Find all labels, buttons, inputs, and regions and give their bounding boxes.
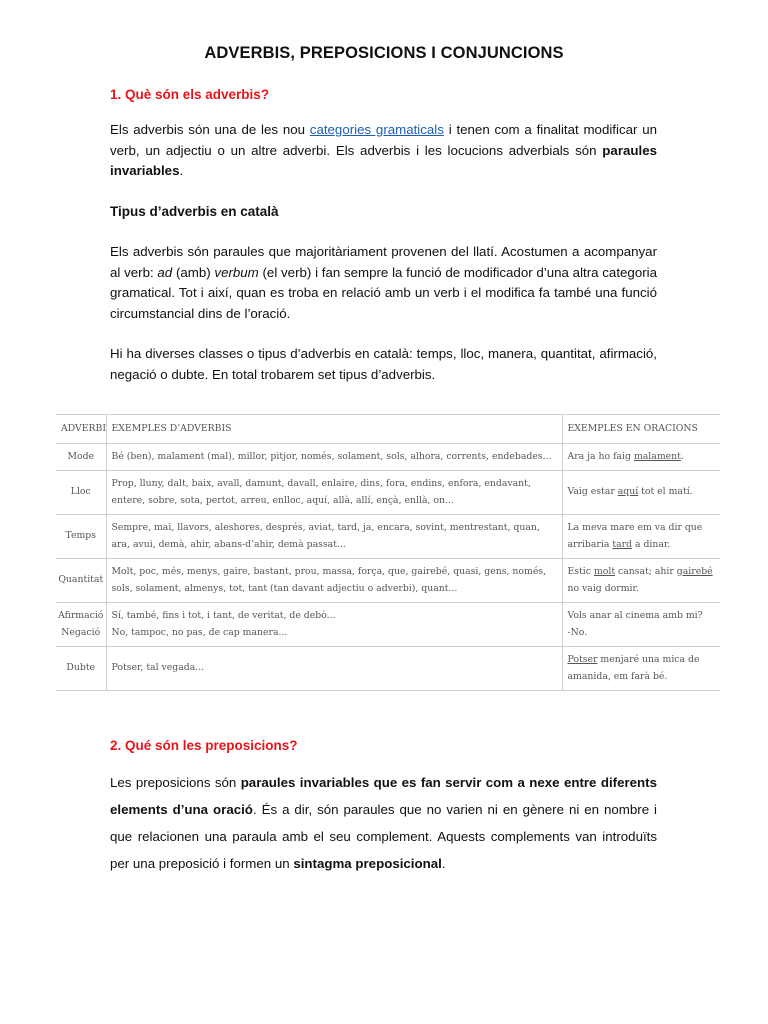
adverb-type: Dubte — [56, 646, 106, 690]
sentence-example: Vols anar al cinema amb mi? -No. — [562, 602, 720, 646]
table-row — [56, 602, 720, 646]
adverb-type: Quantitat — [56, 558, 106, 602]
categories-link[interactable]: categories gramaticals — [309, 122, 444, 137]
adverb-classes-paragraph: Hi ha diverses classes o tipus d’adverbis en català: temps, lloc, manera, quantitat, afirmació, negació o dubte. En total trobarem set tipus d’adverbis. — [110, 346, 657, 382]
section2-heading: 2. Qué són les preposicions? — [110, 738, 298, 753]
adverb-type: Afirmació Negació — [56, 602, 106, 646]
adverb-origin-paragraph: Els adverbis són paraules que majoritàriament provenen del llatí. Acostumen a acompanyar al verb: ad (amb) verbum (el verb) i fan sempre la funció de modificador d’una altra categoria gramatical. Tot i així, quan es troba en relació amb un verb i el modifica fa també una funció circumstancial dins de l’oració. — [110, 244, 657, 321]
adverb-examples: Sí, també, fins i tot, i tant, de veritat, de debò... No, tampoc, no pas, de cap manera... — [106, 602, 562, 646]
table-row — [56, 558, 720, 602]
sentence-example: Ara ja ho faig malament. — [562, 444, 720, 471]
document-title: ADVERBIS, PREPOSICIONS I CONJUNCIONS — [204, 44, 564, 62]
table-row — [56, 470, 720, 514]
sentence-example: La meva mare em va dir que arribaria tard a dinar. — [562, 514, 720, 558]
prepositions-paragraph: Les preposicions són paraules invariables que es fan servir com a nexe entre diferents elements d’una oració. És a dir, són paraules que no varien ni en gènere ni en nombre i que relacionen una paraula amb el seu complement. Aquests complements van introduïts per una preposició i formen un sintagma preposicional. — [110, 775, 657, 871]
table-row — [56, 514, 720, 558]
bold-invariables: paraules invariables — [110, 142, 657, 178]
adverb-types-subheading: Tipus d’adverbis en català — [110, 204, 279, 219]
header-adverbi: ADVERBI — [56, 415, 106, 444]
adverb-examples: Potser, tal vegada... — [106, 646, 562, 690]
table-row — [56, 444, 720, 471]
adverb-examples: Sempre, mai, llavors, aleshores, després, aviat, tard, ja, encara, sovint, mentrestant, quan, ara, avui, demà, ahir, abans-d’ahir, demà passat... — [106, 514, 562, 558]
adverb-examples: Bé (ben), malament (mal), millor, pitjor, només, solament, sols, alhora, corrents, endebades... — [106, 444, 562, 471]
header-exemples-oracions: EXEMPLES EN ORACIONS — [562, 415, 720, 444]
table-header-row — [56, 415, 720, 444]
sentence-example: Vaig estar aquí tot el matí. — [562, 470, 720, 514]
sentence-example: Estic molt cansat; ahir gairebé no vaig dormir. — [562, 558, 720, 602]
adverb-type: Mode — [56, 444, 106, 471]
adverbs-table — [56, 414, 720, 691]
section1-heading: 1. Què són els adverbis? — [110, 87, 270, 102]
section1-intro: Els adverbis són una de les nou categories gramaticals i tenen com a finalitat modificar un verb, un adjectiu o un altre adverbi. Els adverbis i les locucions adverbials són paraules invariables. — [110, 122, 657, 178]
adverb-type: Lloc — [56, 470, 106, 514]
adverb-examples: Molt, poc, més, menys, gaire, bastant, prou, massa, força, que, gairebé, quasi, gens, només, sols, solament, almenys, tot, tant (tan davant adjectiu o adverbi), quant... — [106, 558, 562, 602]
adverb-examples: Prop, lluny, dalt, baix, avall, damunt, davall, enlaire, dins, fora, endins, enfora, endavant, entere, sobre, sota, pertot, arreu, enlloc, aquí, allà, allí, ençà, enllà, on... — [106, 470, 562, 514]
table-row — [56, 646, 720, 690]
adverb-type: Temps — [56, 514, 106, 558]
header-exemples-adverbis: EXEMPLES D’ADVERBIS — [106, 415, 562, 444]
sentence-example: Potser menjaré una mica de amanida, em farà bé. — [562, 646, 720, 690]
